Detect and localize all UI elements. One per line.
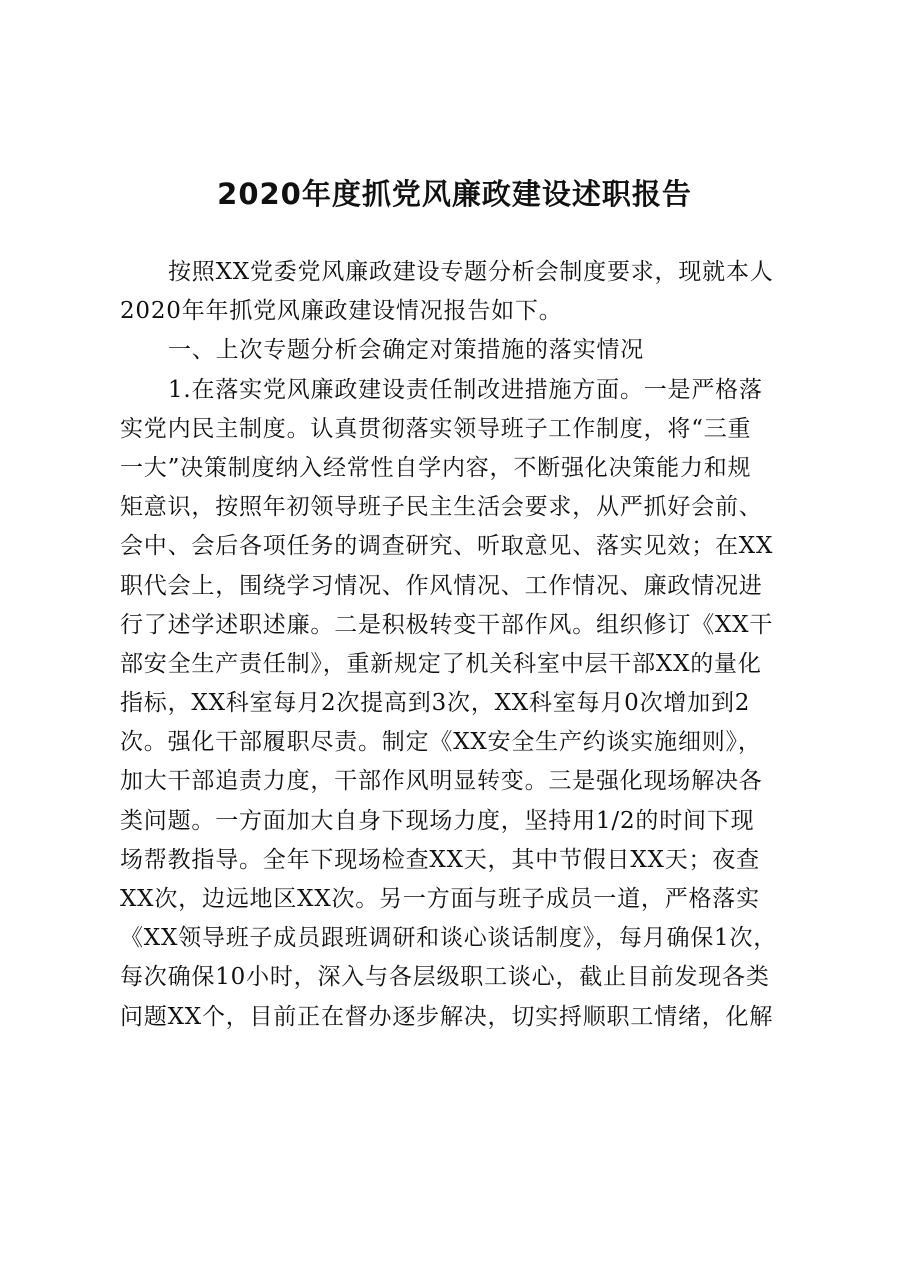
paragraph-line: 类问题。一方面加大自身下现场力度，坚持用1/2的时间下现	[120, 807, 755, 834]
paragraph-line: 2020年年抓党风廉政建设情况报告如下。	[120, 298, 563, 325]
document-title: 2020年度抓党风廉政建设述职报告	[217, 177, 692, 211]
paragraph-line: 矩意识，按照年初领导班子民主生活会要求，从严抓好会前、	[120, 494, 763, 521]
paragraph-line: 职代会上，围绕学习情况、作风情况、工作情况、廉政情况进	[120, 572, 763, 599]
section-heading: 一、上次专题分析会确定对策措施的落实情况	[168, 337, 644, 364]
paragraph-line: 实党内民主制度。认真贯彻落实领导班子工作制度，将“三重	[120, 415, 752, 442]
paragraph-line: 1.在落实党风廉政建设责任制改进措施方面。一是严格落	[168, 376, 763, 403]
paragraph-line: 部安全生产责任制》，重新规定了机关科室中层干部XX的量化	[120, 650, 762, 677]
paragraph-line: 每次确保10小时，深入与各层级职工谈心，截止目前发现各类	[120, 964, 770, 991]
paragraph-line: 次。强化干部履职尽责。制定《XX安全生产约谈实施细则》，	[120, 729, 762, 756]
paragraph-line: 《XX领导班子成员跟班调研和谈心谈话制度》，每月确保1次，	[120, 925, 778, 952]
paragraph-line: 按照XX党委党风廉政建设专题分析会制度要求，现就本人	[168, 259, 774, 285]
paragraph-line: 问题XX个，目前正在督办逐步解决，切实捋顺职工情绪，化解	[120, 1003, 774, 1030]
paragraph-line: 指标，XX科室每月2次提高到3次，XX科室每月0次增加到2	[120, 690, 751, 717]
paragraph-line: 一大”决策制度纳入经常性自学内容，不断强化决策能力和规	[120, 454, 752, 481]
paragraph-line: 加大干部追责力度，干部作风明显转变。三是强化现场解决各	[120, 768, 763, 795]
paragraph-line: 行了述学述职述廉。二是积极转变干部作风。组织修订《XX干	[120, 611, 774, 638]
document-body	[120, 253, 798, 1037]
paragraph-line: 会中、会后各项任务的调查研究、听取意见、落实见效；在XX	[120, 533, 774, 560]
paragraph-line: XX次，边远地区XX次。另一方面与班子成员一道，严格落实	[120, 886, 760, 912]
paragraph-line: 场帮教指导。全年下现场检查XX天，其中节假日XX天；夜查	[120, 846, 760, 873]
